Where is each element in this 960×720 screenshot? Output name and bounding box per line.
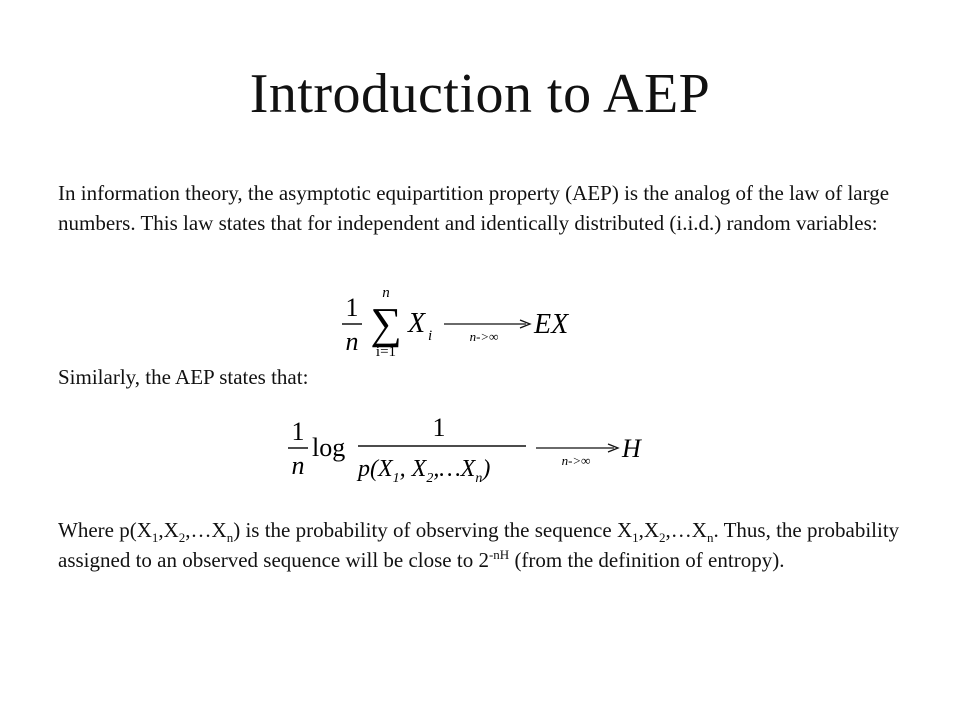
formula-aep bbox=[286, 410, 666, 490]
formula-limit: EX bbox=[534, 309, 569, 340]
formula-frac-numerator: 1 bbox=[345, 293, 359, 322]
formula-aep-inner-denominator: $p(X_1$, $X_2,\dots X_n$) bbox=[358, 456, 491, 486]
formula-aep-frac-numerator: 1 bbox=[291, 417, 305, 446]
similarly-text: Similarly, the AEP states that: bbox=[58, 365, 309, 389]
formula-frac-denominator: n bbox=[345, 327, 359, 356]
formula-aep-log: log bbox=[312, 433, 346, 462]
formula-sum-symbol: ∑ bbox=[370, 299, 402, 348]
where-paragraph: Where $p(X_1,X_2,\dots X_n)$ is the probability of observing the sequence $X_1,X_2,\dots X_n$. Thus, the probability assigned to an observed sequence will be close to $2^{-nH}$ (from the definition of entropy). bbox=[58, 518, 900, 572]
intro-paragraph: In information theory, the asymptotic equipartition property (AEP) is the analog of the law of large numbers. This law states that for independent and identically distributed (i.i.d.) random variables: bbox=[58, 181, 890, 235]
formula-law-of-large-numbers bbox=[340, 282, 600, 360]
formula-term: X bbox=[408, 308, 426, 339]
formula-sum-upper: n bbox=[382, 285, 390, 301]
formula-sum-lower: i=1 bbox=[375, 344, 397, 360]
formula-aep-arrow-label: n->∞ bbox=[561, 453, 591, 468]
page-title: Introduction to AEP bbox=[249, 63, 711, 125]
formula-aep-frac-denominator: n bbox=[291, 451, 305, 480]
formula-arrow-label: n->∞ bbox=[469, 329, 499, 344]
formula-aep-inner-numerator: 1 bbox=[432, 413, 446, 442]
formula-aep-limit: H bbox=[622, 434, 641, 463]
formula-term-sub: i bbox=[428, 328, 433, 344]
